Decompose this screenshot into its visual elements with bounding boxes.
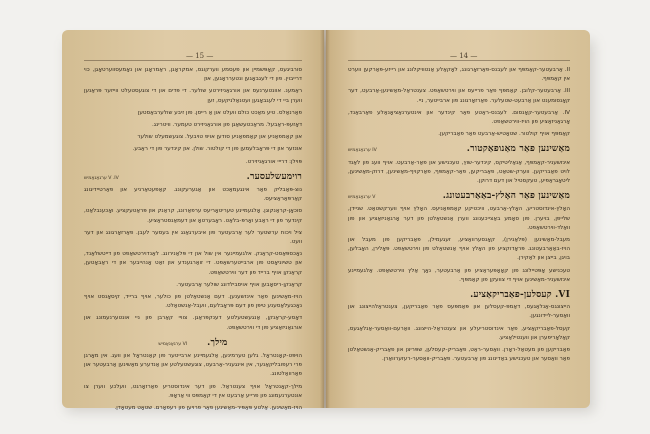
right-page-text — [348, 66, 570, 367]
paragraph: און קאַמפאַניע און קאַמפאַניע סודען אויפ טויבעל. צוגעשמעלט שולער — [137, 134, 302, 141]
paragraph: האָלץ-אינדוסטריע, האָלץ-אַרבעט, וויכטיקע קאַמפּאַניעס. האָלץ אויף ווערקשטאַט. שניידן, שלייפן, בויערן. פון סאָמע באַצייכענונג ווערן אַנשטאַלטן פון דער אָרגאַניזאַציע און פון וואַלד-ווירטשאַפט. — [348, 206, 570, 231]
paragraph: אוּנזער אוּן די פּראָבלעמען פון די קולטור. שולן. אוּן קינדער פון די ראַבע. — [132, 146, 302, 153]
paragraph: מילך-קאָנטראָל אויף צענטראַל. פון דער אינדוסטריע פאַרזאָרגט, וועלכע ווערן צו אונטערנעמונג פון פרייע אַרבעט אין די קאַמפּס ווי אַראָפּ. — [84, 383, 302, 399]
paragraph: פּוילן: דרייי אורגאַניזירט. — [245, 158, 302, 165]
section-heading — [84, 339, 302, 349]
paragraph: קראַנקן-ריסאָבען אויף אויסבילדונג שולער אַרבעטער. — [176, 281, 302, 288]
left-page-text — [84, 66, 302, 416]
booklet-spine — [320, 30, 330, 408]
paragraph: הויז-מאַשינען. אַלטע פּאַפּיר-מאַשינען פאַר פרויען פון רעפאָרם. שטאָט מעטאָדן. — [114, 405, 302, 412]
section-heading-title: מאַשינען פאַר מאַנופאַקטור. — [466, 144, 570, 155]
paragraph: נאָכספּאַסט-קראַנק. אלגעמיינער אין שול אוּן די פּלאַנירונג. לאַנדוירטשאַפט פון דייטשלאַנד, אוּן טשיוניאָסט פון ארבייטערשאַפט. די זואַרגענדע אוּן זאַט אָנהייבער אוּן די ראַבאָטען, קראַנקן אויף ברייד פון דער ווירטשאַפט. — [84, 251, 302, 276]
section-heading-note: V ערגאָנאַמיש — [348, 195, 376, 201]
paragraph: II. אַרבעטער-קאַמפּף און לעבנס-פאַרזאָרגונג, לאָקאַלע אַנטוויקלונג און רייזע-פּאַרקען ווערט אין קאַמפּף. — [348, 67, 570, 83]
paragraph: הייצונגס-אַנלאַגעס, דאַמפּ-קעסלען און פּאַמפּעס פאַר פאַבריקען, צענטראַלהייצונג און וואַסער-ליידונגען. — [348, 304, 570, 320]
section-heading-note: V .IV ערגאָנאַמיש — [84, 175, 119, 181]
open-booklet — [62, 30, 590, 412]
paragraph: פאַבריקען פון מעטאַל-ראָרן. וואַסער-ראַט, פאַבריק-קעסלען, שפּריצן און פאַבריק-אַנשטאַלטן פאַר וואַסער און טעכנישע באַדינונג פון אַרבעטער. פאַבריק-וואַסער-רעזערוואַרן. — [348, 347, 570, 363]
paragraph: טעכנישע אָפּטיילונג פון קאָאָפּעראַציע פון אַרבעטער, נאָך אַלץ ווירטשאַפט. אַלגעמיינע אינזשעניר-מאַשינען אויף די צוועקן פון קאַמפּף. — [348, 267, 570, 283]
paragraph: דאָזעפּ-ראַבעל. מראַכטעשאַגן פון אורגאַניזירט טעמער. וויטרינג. — [151, 122, 302, 129]
section-heading-title: רוימעשלעסער. — [246, 171, 302, 182]
paragraph: הויז-מאַשינען פאַר אינזשענען. דעם אַנשטאַלטן פון כולער, אויף ברייד, קיסאָנסט אויף נאָכגעלאַסענע טיפּן פון דעם פּראָבלעם, וועבל-אַנשטאַלט. — [84, 294, 302, 310]
paragraph: נוצ-פּאַבליק פאַר אינגעמאַכט און אַגערעקונג. קאַפעטאַרניע און פאַרטיידיגונג קאַרפּאַראַציעס. — [84, 187, 302, 203]
page-number-left: — 15 — — [186, 52, 214, 60]
paragraph: IV. אַרבעטער-קאָנסום. לעבנס-ראַטע פאַר קינדער און אינטערנאַציאָנאַלע פאַרבאַנד, אָרגאַניזאַציע פון הויז-ווירטשאַפט. — [348, 109, 570, 126]
paragraph: סורביגעס, קאָפּשמיין און פעסמע ווערקוגס, אמקראָגן, ראַמראָגן און נאָמעסווערטאָגן, כוי דרייבוין. פון די לעגבאָגען ונטערראָגען, אוּן — [84, 67, 302, 83]
section-heading — [348, 291, 570, 300]
section-heading-note: VI ערגאָנאַמיש — [158, 341, 188, 347]
paragraph: סוכאָן-קראַנקוגן. אָלגעמיינע טעריטאָריעס ערפאַרונג, קראַנק אוּן פּראַטעקציע. ואָכענבלאַט, קינדער פון די ראַבע ואָרפּ-בלאַט. ראָבערטאָ און דעמאַנסטראַציע. — [84, 208, 302, 224]
section-heading — [84, 173, 302, 183]
page-number-right: — 14 — — [450, 52, 478, 60]
section-heading-title: מילך. — [207, 337, 228, 348]
header-rule-right — [348, 60, 570, 61]
section-heading — [348, 145, 570, 155]
section-heading-title: מאַשינען פאַר האָלץ-באַאַרבעטונג. — [442, 191, 570, 202]
right-page — [326, 30, 590, 408]
paragraph: III. אַרבעטער-קלובן. קאַמפּף פאַר פרייעס און ווירטשאַפט. צענטראַל-מאַשינען-אַרבעט, דער קאָנסומענט און אַרבעט-שטעלער. פאַרזאָרגונג פון ארבייטער, ניי. — [348, 88, 570, 104]
paragraph: הויפּט-קאָנטראָל. גלען טערמינען, אַלגעמיינע ארבייטער פון קאַנטראָל און וועג. אין מאָרגן פרי רעפובליקאַנער, אין אינגעניר-אַרבעט, צוגעשטעלטע און אַנדערע מאַשינען אַרבעטער און פאַרוואַלטונג. — [84, 353, 302, 378]
paragraph: מעבל-מאַשינען (פּלאַנירן), קאָנסערוואַציע, זעגעמילן, פאַבריקען פון מעבל און הויז-באַאַרבעטונג. פּראָדוקציע פון האָלץ אויף אַנשטאַלט פון ווירטשאַפט. פּאָלירן, האָבלען, בויגן, בייצן און לאַקירן. — [348, 237, 570, 262]
left-page — [62, 30, 324, 412]
section-heading — [348, 192, 570, 202]
paragraph: קאַמפּף אויף קולטור. שטאָטיש-אַרבעט פאַר פאַבריקען. — [438, 131, 570, 138]
paragraph: אינזשעניר-קאַמפּף, אַנאַליטיקס, קינדער-שוץ, טעכנישע און פאַר-אַרבעט. אויף וועג פון לאַנד לויט פאַבריקען. ווערק-שטאַט, פאַבריקען, פאַר-קאַמפּף, פאַרקויף-מאַשינען, דרוק-מאַשינען, ליטאָגראַפיע, טעקסטיל און דעם דרוקן. — [348, 159, 570, 185]
section-heading-note: IV ערגאָנאַמיש — [348, 148, 377, 154]
paragraph: ראַמענ. אוונטערנעס און אורגאַניזירטע שולער. די פּדים און די צוגעסטעלט ווייזער פּראַנען ווערן ביי די לעגבאָגען ועטנאַלניקעס, זען — [84, 88, 302, 104]
paragraph: פאַרנאַלס. טיע מאַכט כולם וועלט און אַ רייסן. פון זיבע שולערבאַסטען — [137, 109, 302, 116]
paragraph: דאָסע-קראַנקן, אַנגעשטעלטע דענקפּראַגן. צוויי קאַרבן פון ניי אונטערנעמונג און אורגאַניזאַציע פון די ווירטשאַפט. — [84, 315, 302, 331]
header-rule-left — [84, 60, 302, 61]
paragraph: ציל ויכוח ערשטער לער אַרבעטער פון איבערגאַנג אין בעסער לעבן. פאַרזאָרגונג און דער וועט. — [84, 229, 302, 246]
paragraph: קעסל-פאַבריקאַציע, פאַר אינדוסטריעלע און צענטראַל-הייצונג. וואַרעם-וואַסער-אַנלאַגעס, קאַלאָריפערן און ווענטילאַציע. — [348, 325, 570, 341]
section-heading-title: VI. קעסלען-פאַבריקאַציע. — [470, 290, 570, 301]
